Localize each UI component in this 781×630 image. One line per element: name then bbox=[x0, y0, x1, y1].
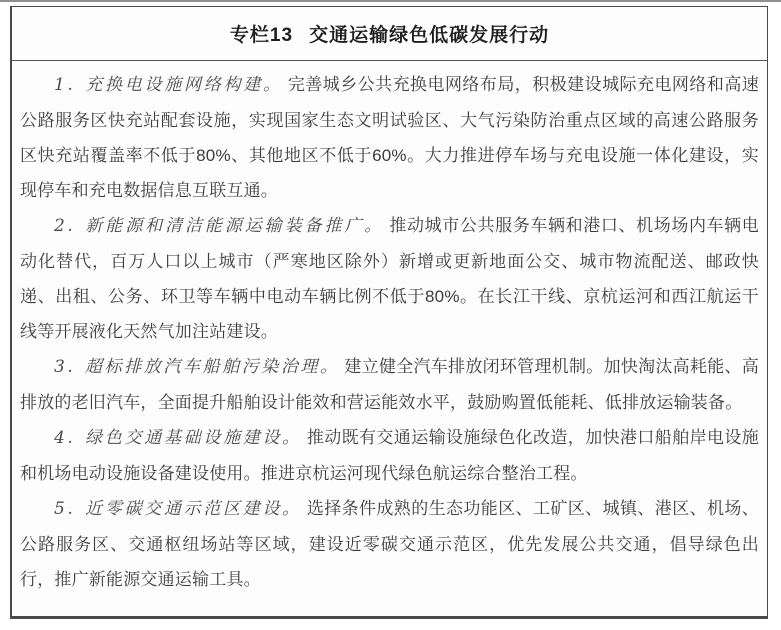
item-number: 4. bbox=[54, 428, 76, 448]
item-body: 选择条件成熟的生态功能区、工矿区、城镇、港区、机场、公路服务区、交通枢纽场站等区域，建设近零碳交通示范区，优先发展公共交通，倡导绿色出行，推广新能源交通运输工具。 bbox=[20, 499, 760, 589]
item-body: 建立健全汽车排放闭环管理机制。加快淘汰高耗能、高排放的老旧汽车，全面提升船舶设计能效和营运能效水平，鼓励购置低能耗、低排放运输装备。 bbox=[20, 357, 759, 412]
column-13-panel bbox=[10, 6, 768, 619]
action-item-5 bbox=[20, 491, 759, 597]
panel-body bbox=[12, 61, 767, 597]
action-item-3 bbox=[20, 349, 759, 420]
action-item-1 bbox=[20, 67, 759, 208]
page-top-edge-line bbox=[0, 0, 781, 2]
action-item-4 bbox=[20, 420, 759, 491]
item-heading: 新能源和清洁能源运输装备推广。 bbox=[85, 216, 385, 236]
item-body: 完善城乡公共充换电网络布局，积极建设城际充电网络和高速公路服务区快充站配套设施，实现国家生态文明试验区、大气污染防治重点区域的高速公路服务区快充站覆盖率不低于80%、其他地区不低于60%。大力推进停车场与充电设施一体化建设，实现停车和充电数据信息互联互通。 bbox=[20, 75, 759, 200]
item-number: 5. bbox=[54, 499, 76, 519]
item-heading: 近零碳交通示范区建设。 bbox=[85, 499, 302, 519]
item-number: 1. bbox=[54, 75, 76, 95]
action-item-2 bbox=[20, 208, 759, 349]
panel-title-text: 交通运输绿色低碳发展行动 bbox=[309, 25, 550, 46]
panel-title-prefix: 专栏13 bbox=[229, 25, 294, 46]
item-heading: 绿色交通基础设施建设。 bbox=[85, 428, 302, 448]
item-body: 推动城市公共服务车辆和港口、机场场内车辆电动化替代，百万人口以上城市（严寒地区除外）新增或更新地面公交、城市物流配送、邮政快递、出租、公务、环卫等车辆中电动车辆比例不低于80%。在长江干线、京杭运河和西江航运干线等开展液化天然气加注站建设。 bbox=[20, 216, 760, 341]
item-number: 3. bbox=[54, 357, 76, 377]
item-heading: 超标排放汽车船舶污染治理。 bbox=[85, 357, 340, 377]
item-body: 推动既有交通运输设施绿色化改造，加快港口船舶岸电设施和机场电动设施设备建设使用。推进京杭运河现代绿色航运综合整治工程。 bbox=[20, 428, 760, 483]
panel-title bbox=[12, 7, 767, 61]
item-heading: 充换电设施网络构建。 bbox=[85, 75, 283, 95]
item-number: 2. bbox=[54, 216, 76, 236]
